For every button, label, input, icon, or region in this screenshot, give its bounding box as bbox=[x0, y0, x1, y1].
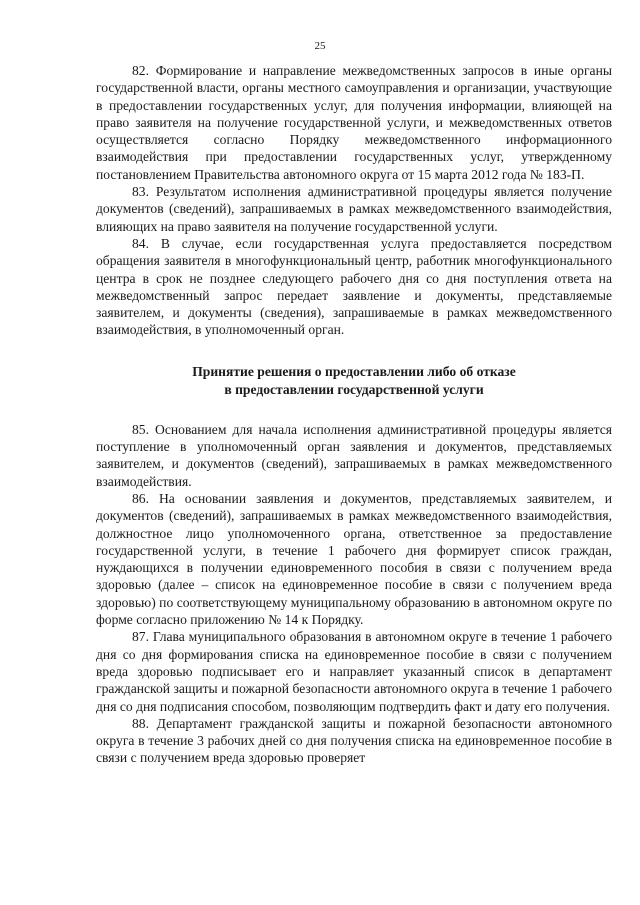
page-number: 25 bbox=[314, 40, 326, 52]
paragraph-87: 87. Глава муниципального образования в автономном округе в течение 1 рабочего дня со дня формирования списка на единовременное пособие в связи с получением вреда здоровью подписывает его и направляет указанный список в департамент гражданской защиты и пожарной безопасности автономного округа в течение 1 рабочего дня со дня подписания способом, позволяющим подтвердить факт и дату его получения. bbox=[96, 629, 612, 714]
paragraph-88: 88. Департамент гражданской защиты и пожарной безопасности автономного округа в течение 3 рабочих дней со дня получения списка на единовременное пособие в связи с получением вреда здоровью проверяет bbox=[96, 715, 612, 766]
document-body bbox=[96, 62, 612, 767]
paragraph-85: 85. Основанием для начала исполнения административной процедуры является поступление в уполномоченный орган заявления и документов, представляемых заявителем, и документов (сведений), запрашиваемых в рамках межведомственного взаимодействия. bbox=[96, 421, 612, 489]
paragraph-83: 83. Результатом исполнения административной процедуры является получение документов (сведений), запрашиваемых в рамках межведомственного взаимодействия, влияющих на право заявителя на получение государственной услуги. bbox=[96, 184, 612, 234]
paragraph-84: 84. В случае, если государственная услуга предоставляется посредством обращения заявителя в многофункциональный центр, работник многофункционального центра в срок не позднее следующего рабочего дня со дня поступления ответа на межведомственный запрос передает заявление и документы, представляемые заявителем, и документы (сведения), запрашиваемые в рамках межведомственного взаимодействия, в уполномоченный орган. bbox=[96, 235, 612, 338]
section-heading bbox=[96, 363, 612, 399]
paragraph-82: 82. Формирование и направление межведомственных запросов в иные органы государственной власти, органы местного самоуправления и организации, участвующие в предоставлении государственных услуг, для получения информации, влияющей на право заявителя на получение государственной услуги, и межведомственных ответов осуществляется согласно Порядку межведомственного информационного взаимодействия при предоставлении государственных услуг, утвержденному постановлением Правительства автономного округа от 15 марта 2012 года № 183-П. bbox=[96, 63, 612, 182]
section-heading-line-2: в предоставлении государственной услуги bbox=[224, 381, 484, 397]
section-heading-line-1: Принятие решения о предоставлении либо об отказе bbox=[192, 363, 516, 379]
paragraph-86: 86. На основании заявления и документов, представляемых заявителем, и документов (сведений), запрашиваемых в рамках межведомственного взаимодействия, должностное лицо уполномоченного органа, ответственное за предоставление государственной услуги, в течение 1 рабочего дня формирует список граждан, нуждающихся в получении единовременного пособия в связи с получением вреда здоровью (далее – список на единовременное пособие в связи с получением вреда здоровью) по соответствующему муниципальному образованию в автономном округе по форме согласно приложению № 14 к Порядку. bbox=[96, 490, 612, 628]
